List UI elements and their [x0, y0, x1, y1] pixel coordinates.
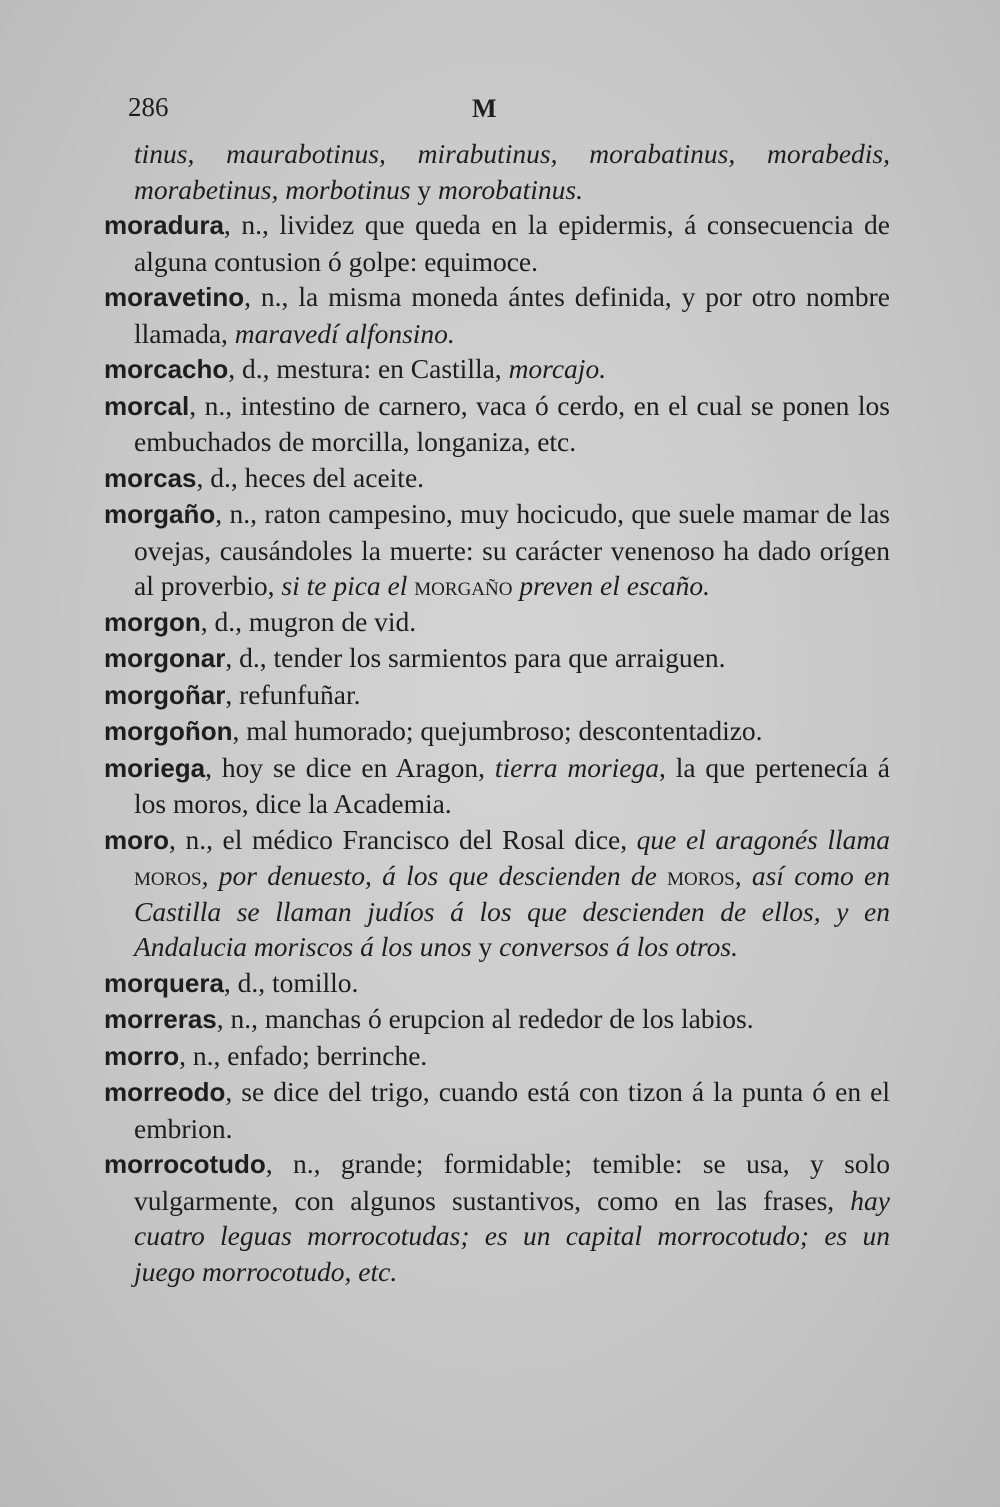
dictionary-entry [104, 279, 890, 351]
dictionary-entry [104, 713, 890, 750]
dictionary-entry [104, 496, 890, 604]
headword: morgaño [104, 499, 216, 529]
headword: morgoñar [104, 679, 226, 710]
italic-text: , así como en Castilla se llaman judíos á los que descienden de ellos, y en Andalucia moriscos á los unos [134, 860, 890, 962]
headword: moradura [104, 210, 224, 240]
italic-text: hay cuatro leguas morrocotudas; es un capital morrocotudo; es un juego morrocotudo, etc. [134, 1184, 890, 1287]
small-caps-text: moros [134, 860, 202, 891]
headword: morcacho [104, 354, 229, 384]
definition-text: , hoy se dice en Aragon, [205, 751, 495, 783]
headword: morcas [104, 462, 197, 493]
dictionary-entry [104, 460, 890, 497]
definition-text: , d., tomillo. [223, 966, 359, 998]
definition-text: y [471, 931, 500, 962]
definition-text: , n., la misma moneda ántes definida, y por otro nombre llamada, [134, 281, 890, 349]
small-caps-text: moros [667, 860, 735, 891]
italic-text: tierra moriega [494, 751, 660, 783]
dictionary-entry [104, 207, 890, 279]
headword: morquera [104, 967, 224, 998]
headword: morreodo [104, 1077, 226, 1107]
definition-text: y [410, 173, 439, 205]
dictionary-entry [104, 750, 890, 822]
dictionary-entry [104, 351, 890, 388]
headword: morro [104, 1040, 180, 1071]
section-letter: M [472, 94, 497, 123]
definition-text: , se dice del trigo, cuando está con tizon á la punta ó en el embrion. [134, 1076, 890, 1144]
page-number: 286 [128, 92, 169, 122]
italic-text: tinus, maurabotinus, mirabutinus, morabatinus, morabedis, morabetinus, morbotinus [134, 138, 890, 205]
headword: moravetino [104, 282, 245, 312]
definition-text: , n., enfado; berrinche. [179, 1039, 428, 1071]
italic-text: morobatinus. [438, 173, 583, 205]
italic-text: que el aragonés llama [636, 823, 890, 855]
definition-text: , la que pertenecía á los moros, dice la Academia. [134, 751, 890, 819]
page-header [0, 92, 1000, 132]
definition-text: , n., grande; formidable; temible: se usa, y solo vulgarmente, con algunos sustantivos, como en las frases, [134, 1148, 890, 1216]
definition-text: , n., raton campesino, muy hocicudo, que suele mamar de las ovejas, causándoles la muerte: su carácter venenoso ha dado orígen al proverbio, [134, 498, 890, 601]
dictionary-text [104, 136, 890, 1289]
italic-text: , por denuesto, á los que descienden de [201, 860, 668, 891]
headword: morreras [104, 1004, 217, 1034]
definition-text: , n., intestino de carnero, vaca ó cerdo, en el cual se ponen los embuchados de morcilla, longaniza, etc. [134, 389, 890, 457]
italic-text: morcajo. [508, 353, 607, 384]
headword: morrocotudo [104, 1149, 266, 1179]
definition-text: , mal humorado; quejumbroso; descontentadizo. [232, 715, 763, 746]
headword: moriega [104, 752, 206, 783]
italic-text: maravedí alfonsino. [234, 317, 455, 349]
dictionary-entry [104, 388, 890, 460]
definition-text: , d., tender los sarmientos para que arraiguen. [225, 642, 726, 673]
headword: morcal [104, 390, 190, 421]
definition-text: , n., manchas ó erupcion al rededor de los labios. [216, 1003, 754, 1034]
dictionary-entry [104, 822, 890, 965]
dictionary-entry [104, 136, 890, 207]
definition-text: , d., mestura: en Castilla, [228, 353, 509, 384]
dictionary-entry [104, 1074, 890, 1146]
dictionary-entry [104, 1001, 890, 1038]
definition-text: , d., mugron de vid. [200, 605, 417, 637]
small-caps-text: morgaño [414, 570, 513, 601]
italic-text: si te pica el [281, 570, 415, 601]
headword: moro [104, 824, 169, 855]
dictionary-entry [104, 965, 890, 1002]
dictionary-entry [104, 604, 890, 641]
dictionary-entry [104, 640, 890, 677]
definition-text: , refunfuñar. [225, 678, 361, 710]
definition-text: , n., el médico Francisco del Rosal dice, [169, 823, 637, 855]
italic-text: preven el escaño. [512, 570, 710, 601]
dictionary-entry [104, 1146, 890, 1289]
headword: morgoñon [104, 716, 233, 746]
dictionary-entry [104, 1038, 890, 1075]
italic-text: conversos á los otros. [499, 931, 738, 962]
dictionary-entry [104, 677, 890, 714]
definition-text: , d., heces del aceite. [196, 461, 425, 493]
headword: morgonar [104, 643, 226, 673]
definition-text: , n., lividez que queda en la epidermis, á consecuencia de alguna contusion ó golpe: equimoce. [134, 209, 890, 277]
headword: morgon [104, 606, 201, 637]
